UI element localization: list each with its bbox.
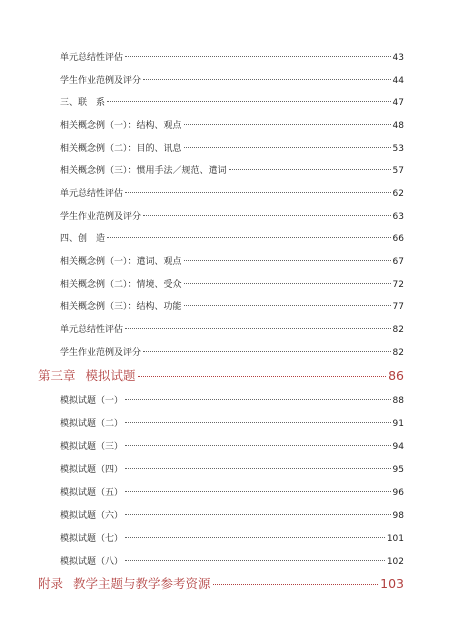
toc-entry-page: 43 — [392, 53, 404, 63]
appendix-name: 教学主题与教学参考资源 — [73, 576, 211, 591]
toc-entry-title: 相关概念例（三）：结构、功能 — [60, 302, 182, 312]
toc-entry[interactable] — [60, 254, 404, 267]
toc-entry[interactable] — [60, 277, 404, 290]
toc-entry-title: 相关概念例（三）：惯用手法／规范、遣词 — [60, 166, 227, 176]
toc-entry[interactable] — [60, 393, 404, 406]
toc-entry[interactable] — [60, 118, 404, 131]
toc-entry[interactable] — [60, 345, 404, 358]
toc-entry-page: 82 — [392, 325, 404, 335]
toc-entry[interactable] — [60, 50, 404, 63]
dot-leader — [125, 56, 391, 57]
toc-entry-page: 62 — [392, 189, 404, 199]
dot-leader — [125, 445, 391, 446]
toc-entry-page: 82 — [392, 348, 404, 358]
toc-entry-page: 88 — [392, 396, 404, 406]
toc-entry[interactable] — [60, 299, 404, 312]
toc-entry-title: 单元总结性评估 — [60, 189, 124, 199]
toc-entry-title: 模拟试题（八） — [60, 557, 124, 567]
toc-entry-page: 102 — [386, 557, 404, 567]
dot-leader — [107, 101, 391, 102]
toc-entry-page: 98 — [392, 511, 404, 521]
dot-leader — [125, 422, 391, 423]
toc-entry-title: 模拟试题（七） — [60, 534, 124, 544]
dot-leader — [125, 560, 385, 561]
toc-entry-page: 77 — [392, 302, 404, 312]
toc-entry-title: 三、联 系 — [60, 98, 106, 108]
toc-entry-title: 相关概念例（一）：遣词、观点 — [60, 257, 182, 267]
toc-entry-title: 模拟试题（一） — [60, 396, 124, 406]
appendix-label: 附录 — [38, 576, 64, 591]
dot-leader — [213, 584, 379, 585]
toc-entry-page: 57 — [392, 166, 404, 176]
toc-entry-page: 53 — [392, 144, 404, 154]
toc-entry-title: 相关概念例（一）：结构、观点 — [60, 121, 182, 131]
toc-entry-title: 四、创 造 — [60, 234, 106, 244]
toc-entry-page: 95 — [392, 465, 404, 475]
dot-leader — [184, 124, 391, 125]
toc-entry-page: 94 — [392, 442, 404, 452]
dot-leader — [125, 468, 391, 469]
toc-entry-title: 相关概念例（二）：目的、讯息 — [60, 144, 182, 154]
dot-leader — [125, 399, 391, 400]
toc-entry[interactable] — [60, 95, 404, 108]
dot-leader — [143, 79, 391, 80]
toc-entry-page: 66 — [392, 234, 404, 244]
toc-entry-page: 47 — [392, 98, 404, 108]
dot-leader — [125, 192, 391, 193]
toc-entry-title: 学生作业范例及评分 — [60, 348, 142, 358]
dot-leader — [229, 169, 391, 170]
toc-entry-title: 模拟试题（六） — [60, 511, 124, 521]
dot-leader — [184, 260, 391, 261]
toc-chapter-heading[interactable] — [38, 366, 404, 384]
toc-entry[interactable] — [60, 141, 404, 154]
toc-entry[interactable] — [60, 462, 404, 475]
toc-entry-page: 63 — [392, 212, 404, 222]
toc-entry-page: 72 — [392, 280, 404, 290]
dot-leader — [125, 537, 385, 538]
dot-leader — [125, 328, 391, 329]
toc-entry-title: 学生作业范例及评分 — [60, 212, 142, 222]
dot-leader — [143, 215, 391, 216]
toc-entry-title: 单元总结性评估 — [60, 53, 124, 63]
appendix-page: 103 — [380, 576, 404, 591]
toc-entry-page: 91 — [392, 419, 404, 429]
dot-leader — [125, 514, 391, 515]
dot-leader — [184, 283, 391, 284]
toc-entry-title: 学生作业范例及评分 — [60, 76, 142, 86]
toc-entry[interactable] — [60, 231, 404, 244]
chapter-page: 86 — [388, 368, 404, 383]
toc-entry[interactable] — [60, 73, 404, 86]
toc-entry-page: 67 — [392, 257, 404, 267]
chapter-number: 第三章 — [38, 368, 76, 383]
dot-leader — [107, 237, 391, 238]
toc-entry-title: 模拟试题（三） — [60, 442, 124, 452]
dot-leader — [143, 351, 391, 352]
toc-entry-page: 44 — [392, 76, 404, 86]
toc-entry[interactable] — [60, 485, 404, 498]
toc-entry-page: 48 — [392, 121, 404, 131]
toc-appendix-heading[interactable] — [38, 574, 404, 592]
dot-leader — [184, 147, 391, 148]
toc-entry[interactable] — [60, 439, 404, 452]
toc-entry-page: 96 — [392, 488, 404, 498]
dot-leader — [184, 305, 391, 306]
toc-entry-title: 模拟试题（四） — [60, 465, 124, 475]
toc-entry[interactable] — [60, 531, 404, 544]
toc-entry-title: 模拟试题（五） — [60, 488, 124, 498]
toc-entry-page: 101 — [386, 534, 404, 544]
appendix-title — [38, 574, 211, 592]
toc-entry[interactable] — [60, 209, 404, 222]
toc-entry-title: 单元总结性评估 — [60, 325, 124, 335]
toc-entry[interactable] — [60, 416, 404, 429]
dot-leader — [125, 491, 391, 492]
chapter-name: 模拟试题 — [85, 368, 136, 383]
dot-leader — [138, 376, 387, 377]
toc-entry[interactable] — [60, 186, 404, 199]
toc-entry-title: 模拟试题（二） — [60, 419, 124, 429]
toc-entry[interactable] — [60, 322, 404, 335]
toc-entry[interactable] — [60, 554, 404, 567]
toc-entry-title: 相关概念例（二）：情境、受众 — [60, 280, 182, 290]
toc-entry[interactable] — [60, 508, 404, 521]
toc-entry[interactable] — [60, 163, 404, 176]
chapter-title — [38, 366, 136, 384]
